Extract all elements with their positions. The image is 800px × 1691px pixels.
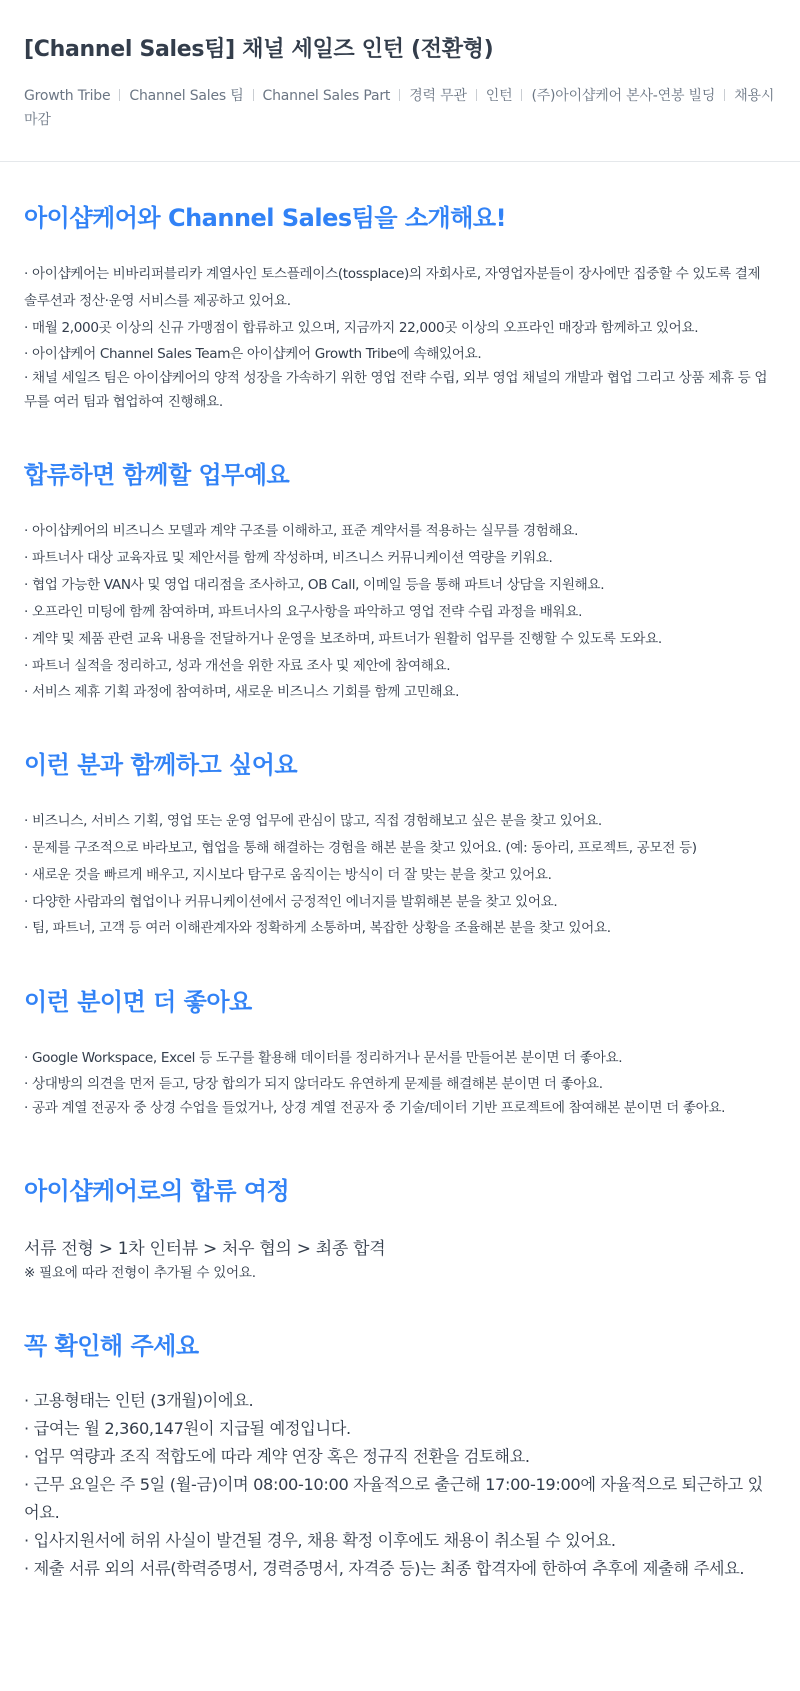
preferred-list — [24, 1045, 776, 1120]
meta-deadline: 채용시 마감 — [24, 88, 775, 128]
section-title-notice: 꼭 확인해 주세요 — [24, 1332, 199, 1360]
list-item: · 파트너 실적을 정리하고, 성과 개선을 위한 자료 조사 및 제안에 참여해요. — [24, 658, 451, 674]
intro-list — [24, 261, 776, 414]
section-title-duties: 합류하면 함께할 업무예요 — [24, 461, 290, 489]
meta-team[interactable]: Channel Sales 팀 — [129, 88, 244, 104]
list-item: · 업무 역량과 조직 적합도에 따라 계약 연장 혹은 정규직 전환을 검토해요. — [24, 1447, 530, 1466]
list-item: · 문제를 구조적으로 바라보고, 협업을 통해 해결하는 경험을 해본 분을 찾고 있어요. (예: 동아리, 프로젝트, 공모전 등) — [24, 840, 697, 856]
meta-divider — [253, 89, 254, 101]
meta-part[interactable]: Channel Sales Part — [262, 88, 391, 104]
list-item: · 제출 서류 외의 서류(학력증명서, 경력증명서, 자격증 등)는 최종 합격자에 한하여 추후에 제출해 주세요. — [24, 1559, 745, 1578]
list-item: · 근무 요일은 주 5일 (월-금)이며 08:00-10:00 자율적으로 출근해 17:00-19:00에 자율적으로 퇴근하고 있어요. — [24, 1475, 763, 1522]
list-item: · 아이샵케어의 비즈니스 모델과 계약 구조를 이해하고, 표준 계약서를 적용하는 실무를 경험해요. — [24, 523, 579, 539]
meta-career: 경력 무관 — [409, 88, 467, 104]
job-header — [0, 0, 800, 162]
list-item: · 급여는 월 2,360,147원이 지급될 예정입니다. — [24, 1419, 351, 1438]
section-title-process: 아이샵케어로의 합류 여정 — [24, 1177, 290, 1205]
process-note: ※ 필요에 따라 전형이 추가될 수 있어요. — [24, 1265, 256, 1281]
meta-tribe[interactable]: Growth Tribe — [24, 88, 111, 104]
job-meta — [24, 84, 776, 132]
list-item: · 매월 2,000곳 이상의 신규 가맹점이 합류하고 있으며, 지금까지 22,000곳 이상의 오프라인 매장과 함께하고 있어요. — [24, 320, 699, 336]
meta-divider — [476, 89, 477, 101]
job-description — [0, 201, 800, 1583]
list-item: · 서비스 제휴 기획 과정에 참여하며, 새로운 비즈니스 기회를 함께 고민해요. — [24, 684, 460, 700]
meta-employment-type: 인턴 — [485, 88, 513, 104]
job-title: [Channel Sales팀] 채널 세일즈 인턴 (전환형) — [24, 37, 494, 62]
meta-divider — [521, 89, 522, 101]
list-item: · 파트너사 대상 교육자료 및 제안서를 함께 작성하며, 비즈니스 커뮤니케이션 역량을 키워요. — [24, 550, 553, 566]
list-item: · 팀, 파트너, 고객 등 여러 이해관계자와 정확하게 소통하며, 복잡한 상황을 조율해본 분을 찾고 있어요. — [24, 920, 611, 936]
section-title-preferred: 이런 분이면 더 좋아요 — [24, 988, 252, 1016]
list-item: · 입사지원서에 허위 사실이 발견될 경우, 채용 확정 이후에도 채용이 취소될 수 있어요. — [24, 1531, 616, 1550]
list-item: · 계약 및 제품 관련 교육 내용을 전달하거나 운영을 보조하며, 파트너가 원활히 업무를 진행할 수 있도록 도와요. — [24, 631, 662, 647]
list-item: · 채널 세일즈 팀은 아이샵케어의 양적 성장을 가속하기 위한 영업 전략 수립, 외부 영업 채널의 개발과 협업 그리고 상품 제휴 등 업무를 여러 팀과 협업하여 진행해요. — [24, 370, 768, 410]
list-item: · Google Workspace, Excel 등 도구를 활용해 데이터를 정리하거나 문서를 만들어본 분이면 더 좋아요. — [24, 1050, 623, 1066]
list-item: · 오프라인 미팅에 함께 참여하며, 파트너사의 요구사항을 파악하고 영업 전략 수립 과정을 배워요. — [24, 604, 583, 620]
list-item: · 새로운 것을 빠르게 배우고, 지시보다 탐구로 움직이는 방식이 더 잘 맞는 분을 찾고 있어요. — [24, 867, 552, 883]
list-item: · 다양한 사람과의 협업이나 커뮤니케이션에서 긍정적인 에너지를 발휘해본 분을 찾고 있어요. — [24, 894, 558, 910]
list-item: · 협업 가능한 VAN사 및 영업 대리점을 조사하고, OB Call, 이메일 등을 통해 파트너 상담을 지원해요. — [24, 577, 605, 593]
meta-divider — [399, 89, 400, 101]
meta-divider — [119, 89, 120, 101]
list-item: · 아이샵케어는 비바리퍼블리카 계열사인 토스플레이스(tossplace)의 자회사로, 자영업자분들이 장사에만 집중할 수 있도록 결제 솔루션과 정산·운영 서비스를 제공하고 있어요. — [24, 266, 761, 309]
notice-list — [24, 1387, 776, 1583]
meta-location: (주)아이샵케어 본사-연봉 빌딩 — [531, 88, 716, 104]
section-title-intro: 아이샵케어와 Channel Sales팀을 소개해요! — [24, 204, 507, 232]
duties-list — [24, 518, 776, 704]
ideal-list — [24, 808, 776, 940]
section-title-ideal: 이런 분과 함께하고 싶어요 — [24, 751, 298, 779]
hiring-process: 서류 전형 > 1차 인터뷰 > 처우 협의 > 최종 합격 — [24, 1239, 386, 1259]
list-item: · 공과 계열 전공자 중 상경 수업을 들었거나, 상경 계열 전공자 중 기술/데이터 기반 프로젝트에 참여해본 분이면 더 좋아요. — [24, 1100, 726, 1116]
list-item: · 비즈니스, 서비스 기획, 영업 또는 운영 업무에 관심이 많고, 직접 경험해보고 싶은 분을 찾고 있어요. — [24, 813, 602, 829]
list-item: · 상대방의 의견을 먼저 듣고, 당장 합의가 되지 않더라도 유연하게 문제를 해결해본 분이면 더 좋아요. — [24, 1076, 603, 1092]
list-item: · 고용형태는 인턴 (3개월)이에요. — [24, 1391, 254, 1410]
list-item: · 아이샵케어 Channel Sales Team은 아이샵케어 Growth Tribe에 속해있어요. — [24, 346, 482, 362]
meta-divider — [724, 89, 725, 101]
